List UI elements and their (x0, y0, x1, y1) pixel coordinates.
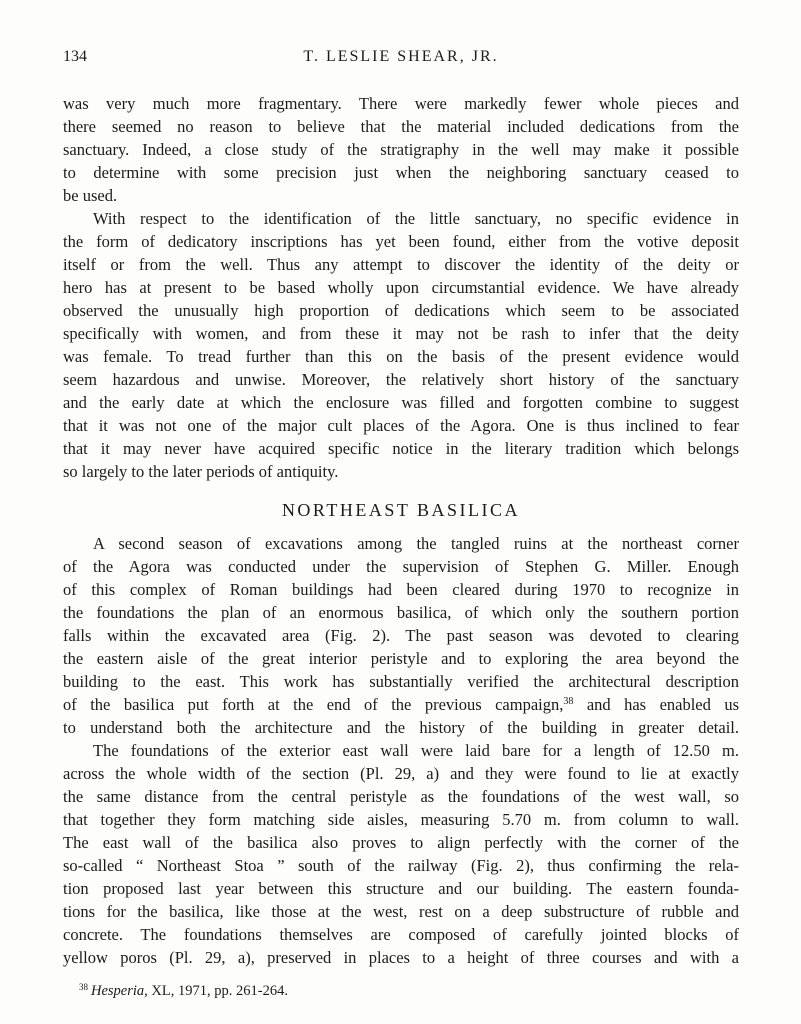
text-line: observed the unusually high proportion of dedications which seem to be associated (63, 301, 739, 320)
text-line: that it may never have acquired specific notice in the literary tradition which belongs (63, 439, 739, 458)
text-line: tion proposed last year between this structure and our building. The eastern founda- (63, 879, 739, 898)
page-header (63, 48, 739, 70)
text-line: hero has at present to be based wholly upon circumstantial evidence. We have already (63, 278, 739, 297)
paragraph-3 (63, 532, 739, 739)
text-line: concrete. The foundations themselves are composed of carefully jointed blocks of (63, 925, 739, 944)
text-line: the form of dedicatory inscriptions has yet been found, either from the votive deposit (63, 232, 739, 251)
text-line: that together they form matching side aisles, measuring 5.70 m. from column to wall. (63, 810, 739, 829)
section-heading: NORTHEAST BASILICA (281, 500, 521, 520)
text-line (63, 693, 739, 716)
text-line: of this complex of Roman buildings had been cleared during 1970 to recognize in (63, 580, 739, 599)
footnote-citation: , XL, 1971, pp. 261-264. (144, 983, 288, 999)
text-line: be used. (63, 186, 118, 205)
text-line: across the whole width of the section (Pl. 29, a) and they were found to lie at exactly (63, 764, 739, 783)
text-line: so largely to the later periods of antiquity. (63, 462, 339, 481)
paragraph-1 (63, 92, 739, 207)
text-line: of the Agora was conducted under the supervision of Stephen G. Miller. Enough (63, 557, 739, 576)
paragraph-2 (63, 207, 739, 483)
text-line: tions for the basilica, like those at the west, rest on a deep substructure of rubble and (63, 902, 739, 921)
text-segment: and has enabled us (573, 695, 739, 714)
text-line: building to the east. This work has substantially verified the architectural description (63, 672, 739, 691)
text-line: falls within the excavated area (Fig. 2). The past season was devoted to clearing (63, 626, 739, 645)
text-line: to determine with some precision just when the neighboring sanctuary ceased to (63, 163, 739, 182)
text-line: that it was not one of the major cult places of the Agora. One is thus inclined to fear (63, 416, 739, 435)
paragraph-4 (63, 739, 739, 969)
footnote (63, 981, 739, 1001)
text-line: A second season of excavations among the tangled ruins at the northeast corner (93, 534, 739, 553)
text-line: itself or from the well. Thus any attempt to discover the identity of the deity or (63, 255, 739, 274)
text-line: The east wall of the basilica also proves to align perfectly with the corner of the (63, 833, 739, 852)
text-line: and the early date at which the enclosure was filled and forgotten combine to suggest (63, 393, 739, 412)
text-line: With respect to the identification of the little sanctuary, no specific evidence in (93, 209, 739, 228)
text-line: sanctuary. Indeed, a close study of the stratigraphy in the well may make it possible (63, 140, 739, 159)
text-line: specifically with women, and from these it may not be rash to infer that the deity (63, 324, 739, 343)
text-line: the same distance from the central peristyle as the foundations of the west wall, so (63, 787, 739, 806)
text-line: the foundations the plan of an enormous basilica, of which only the southern portion (63, 603, 739, 622)
text-line: the eastern aisle of the great interior peristyle and to exploring the area beyond the (63, 649, 739, 668)
text-line: was very much more fragmentary. There were markedly fewer whole pieces and (63, 94, 739, 113)
text-line: to understand both the architecture and the history of the building in greater detail. (63, 718, 739, 737)
text-line: was female. To tread further than this on the basis of the present evidence would (63, 347, 739, 366)
text-block (63, 92, 739, 1001)
text-segment: of the basilica put forth at the end of the previous campaign, (63, 695, 564, 714)
text-line: The foundations of the exterior east wall were laid bare for a length of 12.50 m. (93, 741, 739, 760)
page-number: 134 (63, 48, 87, 65)
text-line: yellow poros (Pl. 29, a), preserved in places to a height of three courses and with a (63, 948, 739, 967)
text-line: so-called “ Northeast Stoa ” south of the railway (Fig. 2), thus confirming the rela- (63, 856, 739, 875)
footnote-marker: 38 (79, 982, 88, 992)
text-line: seem hazardous and unwise. Moreover, the relatively short history of the sanctuary (63, 370, 739, 389)
running-head: T. LESLIE SHEAR, JR. (303, 48, 499, 65)
footnote-work: Hesperia (91, 983, 145, 999)
footnote-ref: 38 (563, 696, 574, 707)
text-line: there seemed no reason to believe that the material included dedications from the (63, 117, 739, 136)
